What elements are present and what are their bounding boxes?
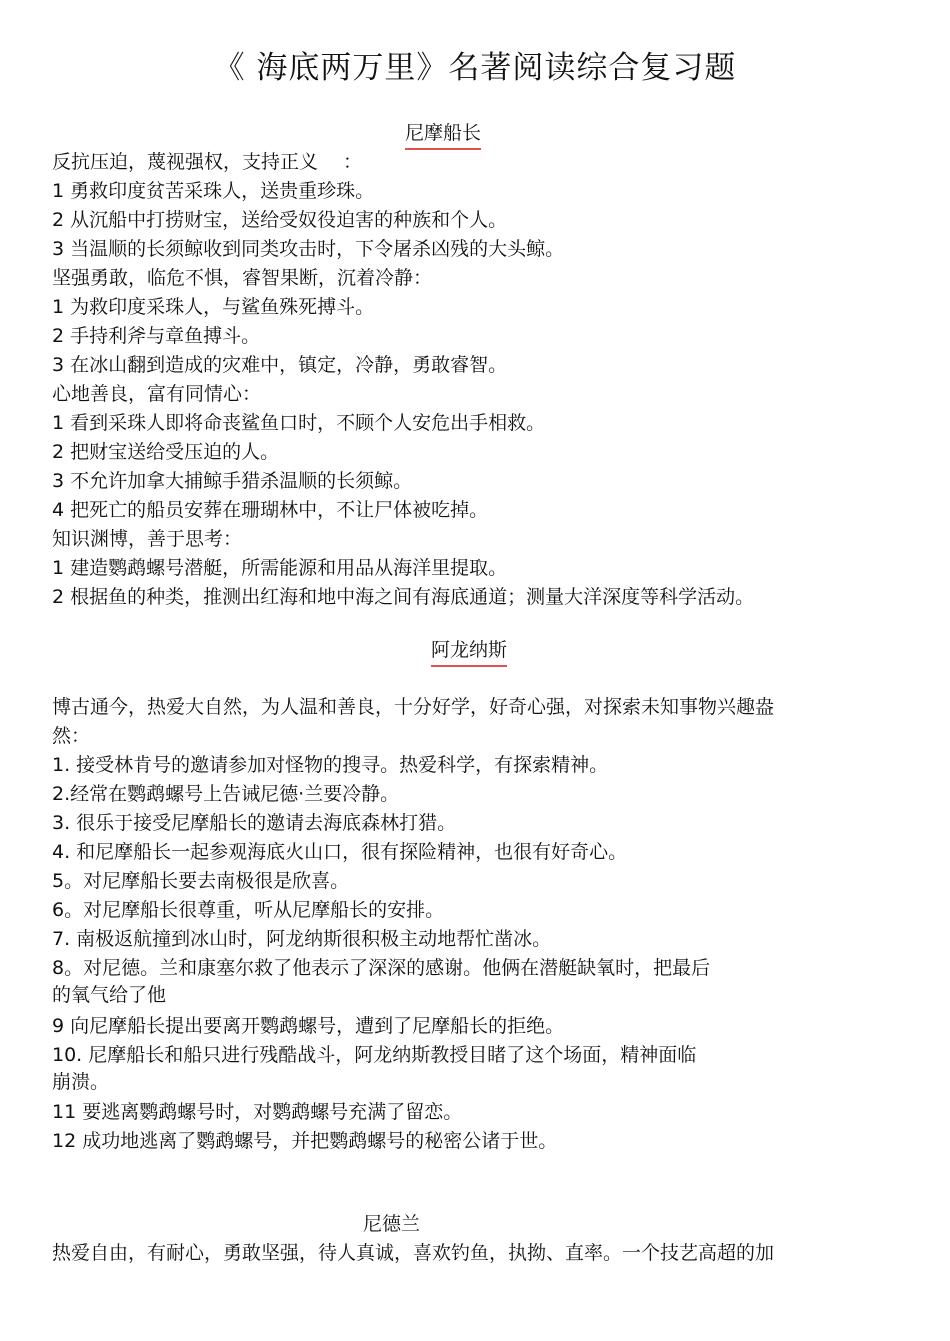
aronnax-line: 崩溃。	[52, 1071, 110, 1093]
aronnax-line: 6。对尼摩船长很尊重，听从尼摩船长的安排。	[52, 899, 445, 921]
nemo-line: 1 为救印度采珠人，与鲨鱼殊死搏斗。	[52, 296, 375, 318]
aronnax-line: 然：	[52, 725, 91, 747]
nemo-line: 3 不允许加拿大捕鲸手猎杀温顺的长须鲸。	[52, 470, 413, 492]
nemo-line: 2 从沉船中打捞财宝，送给受奴役迫害的种族和个人。	[52, 209, 508, 231]
nemo-line: 3 在冰山翻到造成的灾难中，镇定，冷静，勇敢睿智。	[52, 354, 508, 376]
document-title: 《 海底两万里》名著阅读综合复习题	[213, 50, 737, 86]
aronnax-line: 5。对尼摩船长要去南极很是欣喜。	[52, 870, 350, 892]
nemo-line: 反抗压迫，蔑视强权，支持正义 ：	[52, 151, 363, 173]
nemo-line: 1 看到采珠人即将命丧鲨鱼口时，不顾个人安危出手相救。	[52, 412, 546, 434]
nemo-line: 2 手持利斧与章鱼搏斗。	[52, 325, 261, 347]
aronnax-line: 8。对尼德。兰和康塞尔救了他表示了深深的感谢。他俩在潜艇缺氧时，把最后	[52, 957, 711, 979]
aronnax-line: 12 成功地逃离了鹦鹉螺号，并把鹦鹉螺号的秘密公诸于世。	[52, 1130, 558, 1152]
aronnax-line: 7. 南极返航撞到冰山时，阿龙纳斯很积极主动地帮忙凿冰。	[52, 928, 552, 950]
nemo-line: 坚强勇敢，临危不惧，睿智果断，沉着冷静：	[52, 267, 433, 289]
aronnax-line: 3. 很乐于接受尼摩船长的邀请去海底森林打猎。	[52, 812, 457, 834]
aronnax-line: 10. 尼摩船长和船只进行残酷战斗，阿龙纳斯教授目睹了这个场面，精神面临	[52, 1044, 697, 1066]
nemo-line: 2 把财宝送给受压迫的人。	[52, 441, 280, 463]
nemo-line: 1 建造鹦鹉螺号潜艇，所需能源和用品从海洋里提取。	[52, 557, 508, 579]
section-heading-nemo: 尼摩船长	[405, 121, 481, 150]
aronnax-line: 博古通今，热爱大自然，为人温和善良，十分好学，好奇心强，对探索未知事物兴趣盎	[52, 696, 775, 718]
aronnax-line: 1. 接受林肯号的邀请参加对怪物的搜寻。热爱科学，有探索精神。	[52, 754, 609, 776]
nemo-line: 3 当温顺的长须鲸收到同类攻击时，下令屠杀凶残的大头鲸。	[52, 238, 565, 260]
aronnax-line: 的氧气给了他	[52, 984, 167, 1006]
nemo-line: 4 把死亡的船员安葬在珊瑚林中，不让尸体被吃掉。	[52, 499, 489, 521]
nemo-line: 2 根据鱼的种类，推测出红海和地中海之间有海底通道；测量大洋深度等科学活动。	[52, 586, 755, 608]
aronnax-line: 4. 和尼摩船长一起参观海底火山口，很有探险精神，也很有好奇心。	[52, 841, 628, 863]
section-heading-ned: 尼德兰	[363, 1213, 421, 1235]
aronnax-line: 11 要逃离鹦鹉螺号时，对鹦鹉螺号充满了留恋。	[52, 1101, 463, 1123]
aronnax-line: 9 向尼摩船长提出要离开鹦鹉螺号，遭到了尼摩船长的拒绝。	[52, 1015, 565, 1037]
ned-line: 热爱自由，有耐心，勇敢坚强，待人真诚，喜欢钓鱼，执拗、直率。一个技艺高超的加	[52, 1242, 775, 1264]
nemo-line: 1 勇救印度贫苦采珠人，送贵重珍珠。	[52, 180, 375, 202]
nemo-line: 心地善良，富有同情心：	[52, 383, 262, 405]
nemo-line: 知识渊博，善于思考：	[52, 528, 243, 550]
aronnax-line: 2.经常在鹦鹉螺号上告诫尼德·兰要冷静。	[52, 783, 400, 805]
section-heading-aronnax: 阿龙纳斯	[431, 638, 507, 667]
